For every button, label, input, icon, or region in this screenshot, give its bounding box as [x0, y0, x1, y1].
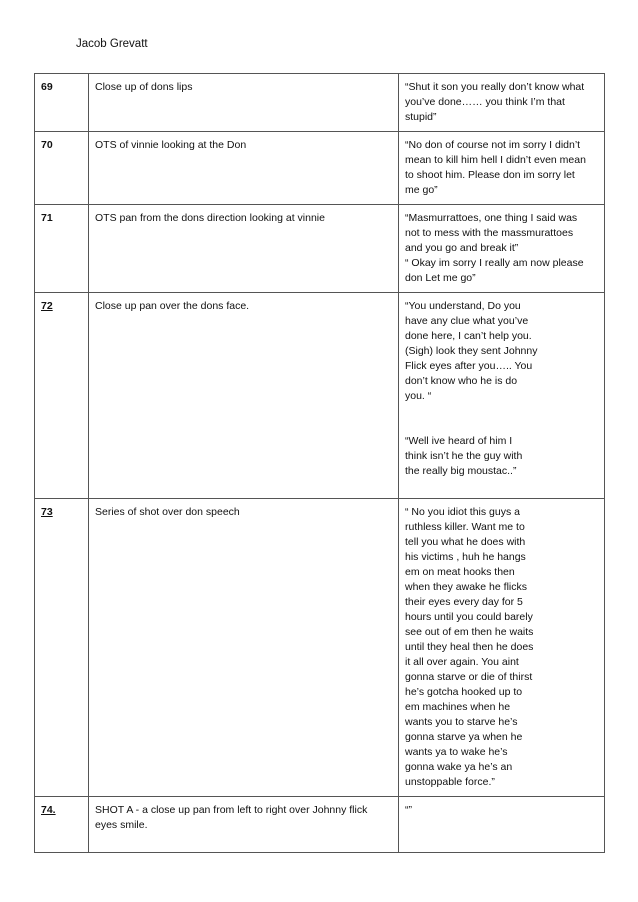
dialogue-line: “ Okay im sorry I really am now please [405, 257, 584, 269]
dialogue-line: he’s gotcha hooked up to [405, 686, 523, 698]
spacer [405, 404, 598, 434]
dialogue-line: gonna starve ya when he [405, 731, 523, 743]
table-row [35, 797, 605, 853]
dialogue-line: think isn’t he the guy with [405, 450, 523, 462]
dialogue-line: (Sigh) look they sent Johnny [405, 345, 538, 357]
shot-number-cell [35, 74, 89, 132]
dialogue-line: “Well ive heard of him I [405, 435, 513, 447]
table-row [35, 499, 605, 797]
dialogue-line: see out of em then he waits [405, 626, 534, 638]
dialogue-line: don Let me go” [405, 272, 476, 284]
dialogue-line: when they awake he flicks [405, 581, 527, 593]
dialogue-line: don’t know who he is do [405, 375, 518, 387]
shot-number-cell [35, 797, 89, 853]
dialogue-line: wants ya to wake he’s [405, 746, 508, 758]
shot-number: 70 [41, 139, 53, 151]
dialogue-line: “Shut it son you really don’t know what [405, 81, 585, 93]
dialogue-line: his victims , huh he hangs [405, 551, 526, 563]
dialogue-line: you. “ [405, 390, 432, 402]
dialogue-cell [399, 797, 605, 853]
shot-description: Series of shot over don speech [89, 499, 399, 797]
dialogue-line: hours until you could barely [405, 611, 533, 623]
dialogue-line: “” [405, 804, 412, 816]
shot-number-cell [35, 205, 89, 293]
shot-number-cell [35, 499, 89, 797]
dialogue-cell [399, 499, 605, 797]
shot-number: 73 [41, 506, 53, 518]
dialogue-line: em machines when he [405, 701, 511, 713]
shot-description: Close up pan over the dons face. [89, 293, 399, 499]
dialogue-cell [399, 205, 605, 293]
shot-description: SHOT A - a close up pan from left to right over Johnny flick eyes smile. [89, 797, 399, 853]
shot-number: 74. [41, 804, 56, 816]
dialogue-line: have any clue what you’ve [405, 315, 529, 327]
dialogue-line: until they heal then he does [405, 641, 534, 653]
dialogue-line: you’ve done…… you think I’m that [405, 96, 565, 108]
dialogue-line: “Masmurrattoes, one thing I said was [405, 212, 578, 224]
dialogue-cell [399, 74, 605, 132]
dialogue-line: me go” [405, 184, 438, 196]
dialogue-line: gonna starve or die of thirst [405, 671, 533, 683]
dialogue-line: stupid” [405, 111, 437, 123]
dialogue-line: not to mess with the massmurattoes [405, 227, 574, 239]
shot-number: 71 [41, 212, 53, 224]
shot-description: OTS pan from the dons direction looking at vinnie [89, 205, 399, 293]
dialogue-line: em on meat hooks then [405, 566, 515, 578]
dialogue-line: their eyes every day for 5 [405, 596, 523, 608]
shot-number: 69 [41, 81, 53, 93]
shot-description: OTS of vinnie looking at the Don [89, 132, 399, 205]
dialogue-line: to shoot him. Please don im sorry let [405, 169, 575, 181]
dialogue-line: it all over again. You aint [405, 656, 519, 668]
shot-number-cell [35, 293, 89, 499]
dialogue-line: “ No you idiot this guys a [405, 506, 520, 518]
document-author: Jacob Grevatt [76, 38, 148, 50]
dialogue-line: the really big moustac..” [405, 465, 517, 477]
dialogue-line: unstoppable force.” [405, 776, 495, 788]
table-row [35, 205, 605, 293]
dialogue-line: “You understand, Do you [405, 300, 521, 312]
shot-description: Close up of dons lips [89, 74, 399, 132]
table-row [35, 74, 605, 132]
dialogue-cell [399, 132, 605, 205]
dialogue-line: wants you to starve he’s [405, 716, 518, 728]
dialogue-line: Flick eyes after you….. You [405, 360, 533, 372]
table-row [35, 132, 605, 205]
dialogue-line: done here, I can’t help you. [405, 330, 532, 342]
dialogue-line: gonna wake ya he’s an [405, 761, 513, 773]
shot-number: 72 [41, 300, 53, 312]
table-row [35, 293, 605, 499]
shot-number-cell [35, 132, 89, 205]
dialogue-line: mean to kill him hell I didn’t even mean [405, 154, 586, 166]
dialogue-line: “No don of course not im sorry I didn’t [405, 139, 581, 151]
dialogue-cell [399, 293, 605, 499]
dialogue-line: tell you what he does with [405, 536, 526, 548]
dialogue-line: ruthless killer. Want me to [405, 521, 525, 533]
shot-list-table [34, 73, 605, 853]
dialogue-line: and you go and break it” [405, 242, 519, 254]
